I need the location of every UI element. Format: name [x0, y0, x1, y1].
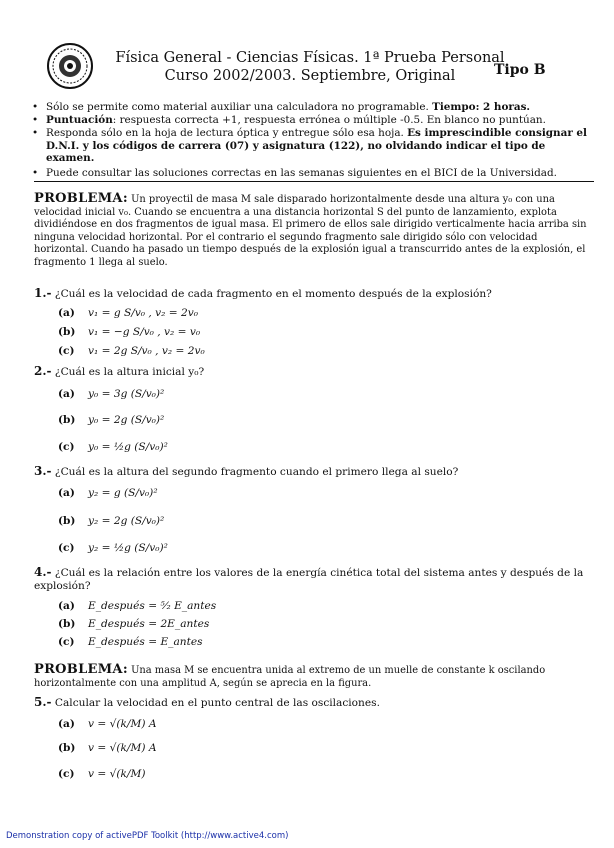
- problem-2-statement: PROBLEMA: Una masa M se encuentra unida al extremo de un muelle de constante k oscilando horizontalmente con una amplitud A, según se aprecia en la figura.: [34, 662, 546, 689]
- exam-subtitle: Curso 2002/2003. Septiembre, Original: [164, 68, 456, 84]
- watermark-footer: Demonstration copy of activePDF Toolkit (http://www.active4.com): [6, 831, 289, 841]
- question-1-option-a[interactable]: (a) v₁ = g S/v₀ , v₂ = 2v₀: [58, 307, 198, 319]
- question-2-option-a[interactable]: (a) y₀ = 3g (S/v₀)²: [58, 388, 165, 400]
- problem-1-statement: PROBLEMA: Un proyectil de masa M sale disparado horizontalmente desde una altura y₀ con una velocidad inicial v₀. Cuando se encuentra a una distancia horizontal S del punto de lanzamiento, explota dividiéndose en dos fragmentos de igual masa. El primero de ellos sale dirigido verticalmente hacia arriba sin ninguna velocidad horizontal. Por el contrario el segundo fragmento sale dirigido sólo con velocidad horizontal. Cuando ha pasado un tiempo después de la explosión igual a transcurrido antes de la explosión, el fragmento 1 llega al suelo.: [34, 191, 587, 268]
- question-3-option-b[interactable]: (b) y₂ = 2g (S/v₀)²: [58, 515, 165, 527]
- question-5-option-a[interactable]: (a) v = √(k/M) A: [58, 718, 157, 730]
- exam-title: Física General - Ciencias Físicas. 1ª Prueba Personal: [115, 50, 505, 66]
- question-4-option-b[interactable]: (b) E_después = 2E_antes: [58, 618, 210, 630]
- question-5-option-b[interactable]: (b) v = √(k/M) A: [58, 742, 157, 754]
- question-3-option-a[interactable]: (a) y₂ = g (S/v₀)²: [58, 487, 158, 499]
- instruction-item: • Puntuación: respuesta correcta +1, respuesta errónea o múltiple -0.5. En blanco no puntúan.: [32, 114, 546, 126]
- question-5-option-c[interactable]: (c) v = √(k/M): [58, 768, 146, 780]
- instruction-item: • Puede consultar las soluciones correctas en las semanas siguientes en el BICI de la Universidad.: [32, 167, 557, 179]
- question-4-option-c[interactable]: (c) E_después = E_antes: [58, 636, 203, 648]
- exam-type: Tipo B: [494, 62, 546, 78]
- question-2-option-b[interactable]: (b) y₀ = 2g (S/v₀)²: [58, 414, 165, 426]
- question-1-option-b[interactable]: (b) v₁ = −g S/v₀ , v₂ = v₀: [58, 326, 201, 338]
- question-1: 1.- ¿Cuál es la velocidad de cada fragmento en el momento después de la explosión?: [34, 286, 492, 300]
- instruction-item: • Responda sólo en la hoja de lectura óptica y entregue sólo esa hoja. Es imprescindible consignar el D.N.I. y los códigos de carrera (07) y asignatura (122), no olvidando indicar el tipo de examen.: [32, 127, 587, 164]
- question-3-option-c[interactable]: (c) y₂ = ½g (S/v₀)²: [58, 542, 168, 554]
- question-3: 3.- ¿Cuál es la altura del segundo fragmento cuando el primero llega al suelo?: [34, 464, 459, 478]
- question-2-option-c[interactable]: (c) y₀ = ½g (S/v₀)²: [58, 441, 168, 453]
- question-2: 2.- ¿Cuál es la altura inicial y₀?: [34, 364, 205, 378]
- divider: [34, 181, 594, 182]
- question-1-option-c[interactable]: (c) v₁ = 2g S/v₀ , v₂ = 2v₀: [58, 345, 205, 357]
- question-4-option-a[interactable]: (a) E_después = ⁵⁄₂ E_antes: [58, 600, 217, 612]
- instruction-item: • Sólo se permite como material auxiliar una calculadora no programable. Tiempo: 2 horas.: [32, 101, 531, 113]
- question-4: 4.- ¿Cuál es la relación entre los valores de la energía cinética total del sistema antes y después de la explosión?: [34, 565, 584, 592]
- university-seal-logo: [46, 42, 94, 90]
- question-5: 5.- Calcular la velocidad en el punto central de las oscilaciones.: [34, 695, 380, 709]
